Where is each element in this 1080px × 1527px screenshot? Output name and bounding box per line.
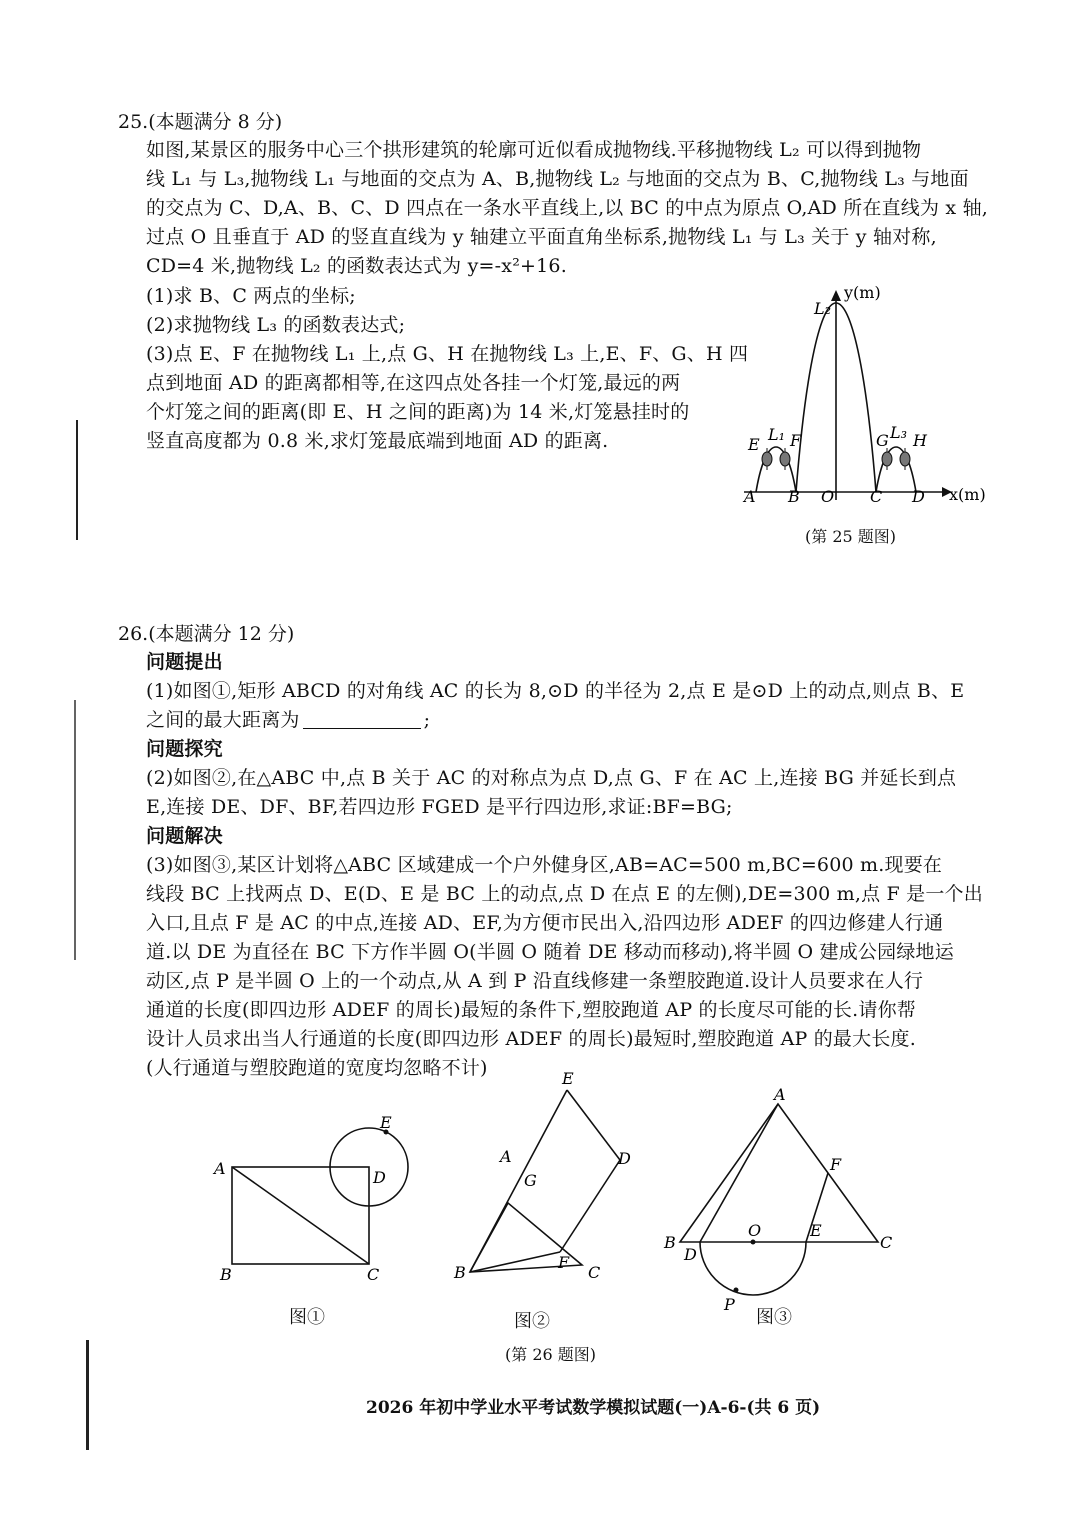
fig2-label-d: D	[618, 1149, 631, 1168]
q26-part-2-cont: E,连接 DE、DF、BF,若四边形 FGED 是平行四边形,求证:BF=BG;	[146, 796, 733, 818]
segment-ed	[567, 1090, 620, 1160]
fig1-label-e: E	[380, 1113, 392, 1132]
q26-header: 26.(本题满分 12 分)	[118, 623, 295, 645]
fig3-label-p: P	[724, 1295, 735, 1314]
q25-intro	[146, 136, 1006, 286]
q25-part-1: (1)求 B、C 两点的坐标;	[146, 285, 356, 307]
fig2-label-g: G	[524, 1171, 537, 1190]
fig1-label-b: B	[220, 1265, 232, 1284]
q25-part-2: (2)求抛物线 L₃ 的函数表达式;	[146, 314, 406, 336]
q25-intro-line: 过点 O 且垂直于 AD 的竖直直线为 y 轴建立平面直角坐标系,抛物线 L₁ 与 L₃ 关于 y 轴对称,	[146, 226, 937, 248]
q25-intro-line: 的交点为 C、D,A、B、C、D 四点在一条水平直线上,以 BC 的中点为原点 O,AD 所在直线为 x 轴,	[146, 197, 989, 219]
fig1-label-c: C	[367, 1265, 380, 1284]
segment-df	[560, 1160, 620, 1252]
lantern-icon	[780, 448, 790, 470]
q26-heading-explore: 问题探究	[146, 738, 223, 760]
segment-be	[470, 1090, 567, 1272]
q26-part-3-cont: 通道的长度(即四边形 ADEF 的周长)最短的条件下,塑胶跑道 AP 的长度尽可能的长.请你帮	[146, 999, 916, 1021]
fig3-label-b: B	[664, 1233, 676, 1252]
q25-figure	[730, 280, 1000, 550]
q25-intro-line: 线 L₁ 与 L₃,抛物线 L₁ 与地面的交点为 A、B,抛物线 L₂ 与地面的交点为 B、C,抛物线 L₃ 与地面	[146, 168, 969, 190]
q26-part-3-cont: 设计人员求出当人行通道的长度(即四边形 ADEF 的周长)最短时,塑胶跑道 AP 的最大长度.	[146, 1028, 916, 1050]
lantern-icon	[762, 448, 772, 470]
label-l1: L₁	[768, 425, 786, 444]
y-axis-arrow-icon	[831, 290, 841, 301]
q25-parts	[146, 282, 749, 462]
q26-heading-solve: 问题解决	[146, 825, 223, 847]
fig3-label-e: E	[810, 1221, 822, 1240]
label-l2: L₂	[814, 299, 832, 318]
fig2-caption: 图②	[514, 1311, 550, 1332]
label-c: C	[870, 487, 883, 506]
label-g: G	[876, 431, 889, 450]
label-l3: L₃	[890, 423, 908, 442]
q26-part-3: (3)如图③,某区计划将△ABC 区域建成一个户外健身区,AB=AC=500 m,BC=600 m.现要在	[146, 854, 943, 876]
semicircle-o	[700, 1242, 806, 1295]
scan-edge-mark	[86, 1340, 89, 1450]
q26-part-1-end: ;	[423, 709, 431, 731]
q25-part-3: (3)点 E、F 在抛物线 L₁ 上,点 G、H 在抛物线 L₃ 上,E、F、G、H 四	[146, 343, 749, 365]
segment-ad	[700, 1104, 778, 1242]
q26-part-3-cont: 入口,且点 F 是 AC 的中点,连接 AD、EF,为方便市民出入,沿四边形 ADEF 的四边修建人行通	[146, 912, 944, 934]
q26-part-2: (2)如图②,在△ABC 中,点 B 关于 AC 的对称点为点 D,点 G、F 在 AC 上,连接 BG 并延长到点	[146, 767, 957, 789]
diagonal-ac	[232, 1167, 369, 1264]
point-p	[734, 1288, 739, 1293]
fig2-label-f: F	[558, 1253, 570, 1272]
q26-part-1-text: 之间的最大距离为	[146, 709, 300, 731]
q25-intro-line: 如图,某景区的服务中心三个拱形建筑的轮廓可近似看成抛物线.平移抛物线 L₂ 可以得到抛物	[146, 139, 922, 161]
fig2-label-b: B	[454, 1263, 466, 1282]
q25-figure-caption: (第 25 题图)	[805, 527, 897, 546]
q26-part-3-note: (人行通道与塑胶跑道的宽度均忽略不计)	[146, 1057, 488, 1079]
fig3-label-o: O	[748, 1221, 762, 1240]
point-o	[751, 1240, 756, 1245]
y-axis-label: y(m)	[844, 283, 881, 302]
q26-figure-3	[660, 1082, 900, 1322]
parabola-l3	[876, 447, 916, 492]
fig3-label-f: F	[830, 1155, 842, 1174]
parabola-l1	[756, 447, 796, 492]
scan-edge-mark	[76, 420, 78, 540]
q25-part-3-cont: 个灯笼之间的距离(即 E、H 之间的距离)为 14 米,灯笼悬挂时的	[146, 401, 690, 423]
scan-edge-mark	[74, 700, 76, 960]
label-e: E	[748, 435, 760, 454]
page-footer: 2026 年初中学业水平考试数学模拟试题(一)A-6-(共 6 页)	[366, 1398, 821, 1418]
label-o: O	[821, 487, 835, 506]
q26-part-3-cont: 道.以 DE 为直径在 BC 下方作半圆 O(半圆 O 随着 DE 移动而移动),将半圆 O 建成公园绿地运	[146, 941, 954, 963]
q25-part-3-cont: 点到地面 AD 的距离都相等,在这四点处各挂一个灯笼,最远的两	[146, 372, 681, 394]
q26-part-1-cont	[146, 706, 430, 735]
q26-part-3-cont: 线段 BC 上找两点 D、E(D、E 是 BC 上的动点,点 D 在点 E 的左侧),DE=300 m,点 F 是一个出	[146, 883, 983, 905]
q26-body	[146, 648, 1006, 1079]
lantern-icon	[882, 448, 892, 470]
q26-part-1: (1)如图①,矩形 ABCD 的对角线 AC 的长为 8,⊙D 的半径为 2,点 E 是⊙D 上的动点,则点 B、E	[146, 680, 965, 702]
fig2-label-a: A	[500, 1147, 512, 1166]
label-b: B	[788, 487, 800, 506]
q26-part-3-cont: 动区,点 P 是半圆 O 上的一个动点,从 A 到 P 沿直线修建一条塑胶跑道.设计人员要求在人行	[146, 970, 924, 992]
q26-heading-raise: 问题提出	[146, 651, 223, 673]
lantern-icon	[900, 448, 910, 470]
fig3-label-d: D	[684, 1245, 697, 1264]
q26-figure-2	[450, 1068, 650, 1288]
x-axis-label: x(m)	[949, 485, 986, 504]
label-a: A	[744, 487, 756, 506]
fig2-label-e: E	[562, 1069, 574, 1088]
fig1-caption: 图①	[289, 1307, 325, 1328]
q25-part-3-cont: 竖直高度都为 0.8 米,求灯笼最底端到地面 AD 的距离.	[146, 430, 609, 452]
triangle-abc	[680, 1104, 878, 1242]
fig1-label-a: A	[214, 1159, 226, 1178]
fig3-caption: 图③	[756, 1307, 792, 1328]
fig3-label-c: C	[880, 1233, 893, 1252]
q26-figure-caption: (第 26 题图)	[505, 1345, 597, 1364]
label-f: F	[790, 431, 802, 450]
label-h: H	[913, 431, 927, 450]
label-d: D	[912, 487, 925, 506]
fig2-label-c: C	[588, 1263, 601, 1282]
q26-figure-1	[205, 1110, 425, 1290]
q25-intro-line: CD=4 米,抛物线 L₂ 的函数表达式为 y=-x²+16.	[146, 255, 567, 277]
fig3-label-a: A	[774, 1085, 786, 1104]
q25-header: 25.(本题满分 8 分)	[118, 111, 283, 133]
fig1-label-d: D	[373, 1168, 386, 1187]
answer-blank[interactable]	[303, 710, 421, 729]
